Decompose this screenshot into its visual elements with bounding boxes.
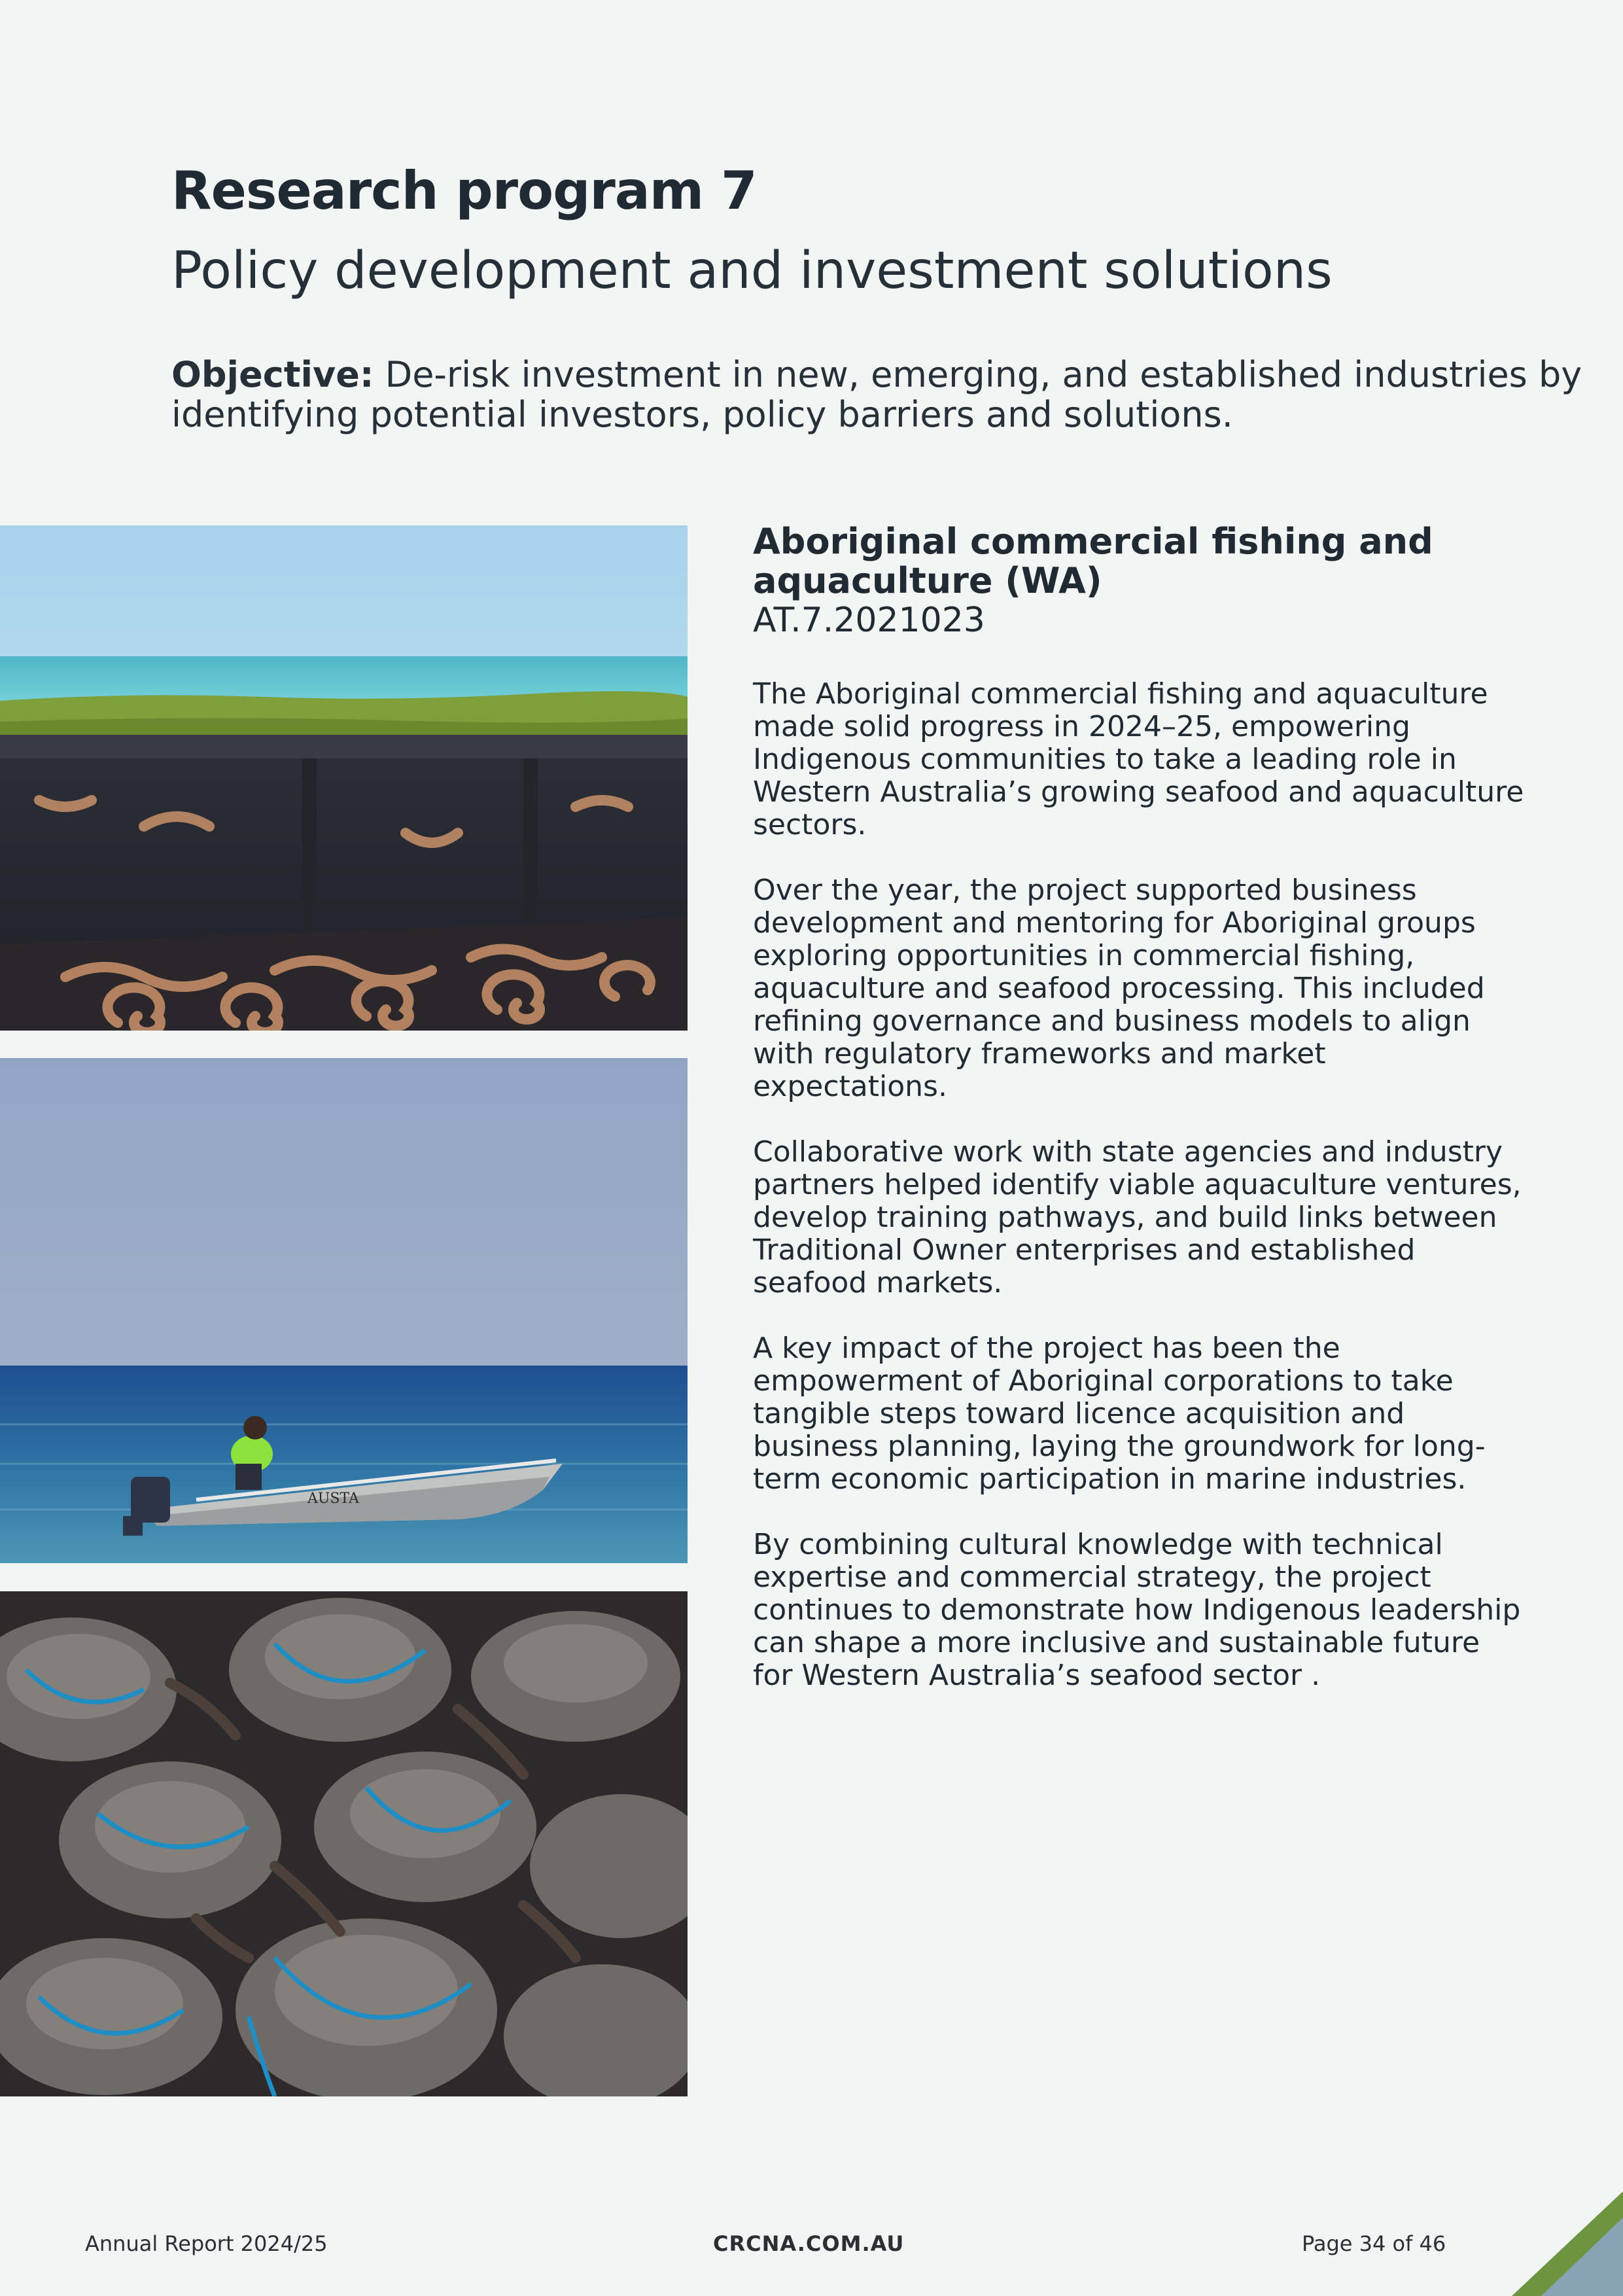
project-section	[753, 522, 1525, 1725]
project-code: AT.7.2021023	[753, 601, 985, 640]
project-paragraph: A key impact of the project has been the empowerment of Aboriginal corporations to take tangible steps toward licence acquisition and business planning, laying the groundwork for long-term economic participation in marine industries.	[753, 1332, 1486, 1496]
footer-report-name: Annual Report 2024/25	[85, 2231, 328, 2256]
mud-crabs-photo	[0, 1591, 688, 2096]
project-paragraph: By combining cultural knowledge with technical expertise and commercial strategy, the project continues to demonstrate how Indigenous leadership can shape a more inclusive and sustainable future for Western Australia’s seafood sector .	[753, 1528, 1521, 1692]
objective	[171, 355, 1611, 434]
program-subtitle: Policy development and investment solutions	[171, 241, 1333, 300]
project-paragraph: Over the year, the project supported business development and mentoring for Aboriginal groups exploring opportunities in commercial fishing, aquaculture and seafood processing. This included refining governance and business models to align with regulatory frameworks and market expectations.	[753, 874, 1485, 1103]
project-paragraph: The Aboriginal commercial fishing and aquaculture made solid progress in 2024–25, empowering Indigenous communities to take a leading role in Western Australia’s growing seafood and aquaculture sectors.	[753, 677, 1524, 841]
project-paragraph: Collaborative work with state agencies and industry partners helped identify viable aquaculture ventures, develop training pathways, and build links between Traditional Owner enterprises and established seafood markets.	[753, 1135, 1522, 1299]
objective-label: Objective:	[171, 354, 374, 395]
footer-website-link[interactable]: CRCNA.COM.AU	[713, 2231, 905, 2256]
footer-page-number: Page 34 of 46	[1302, 2231, 1446, 2256]
corner-triangle-icon	[1512, 2191, 1623, 2296]
fishing-boat-photo	[0, 1058, 688, 1563]
coastal-boardwalk-photo	[0, 525, 688, 1031]
svg-text:AUSTA: AUSTA	[307, 1491, 359, 1507]
project-title: Aboriginal commercial fishing and aquaculture (WA)	[753, 521, 1433, 601]
objective-text: De-risk investment in new, emerging, and established industries by identifying potential investors, policy barriers and solutions.	[171, 354, 1582, 435]
program-title: Research program 7	[171, 160, 757, 221]
